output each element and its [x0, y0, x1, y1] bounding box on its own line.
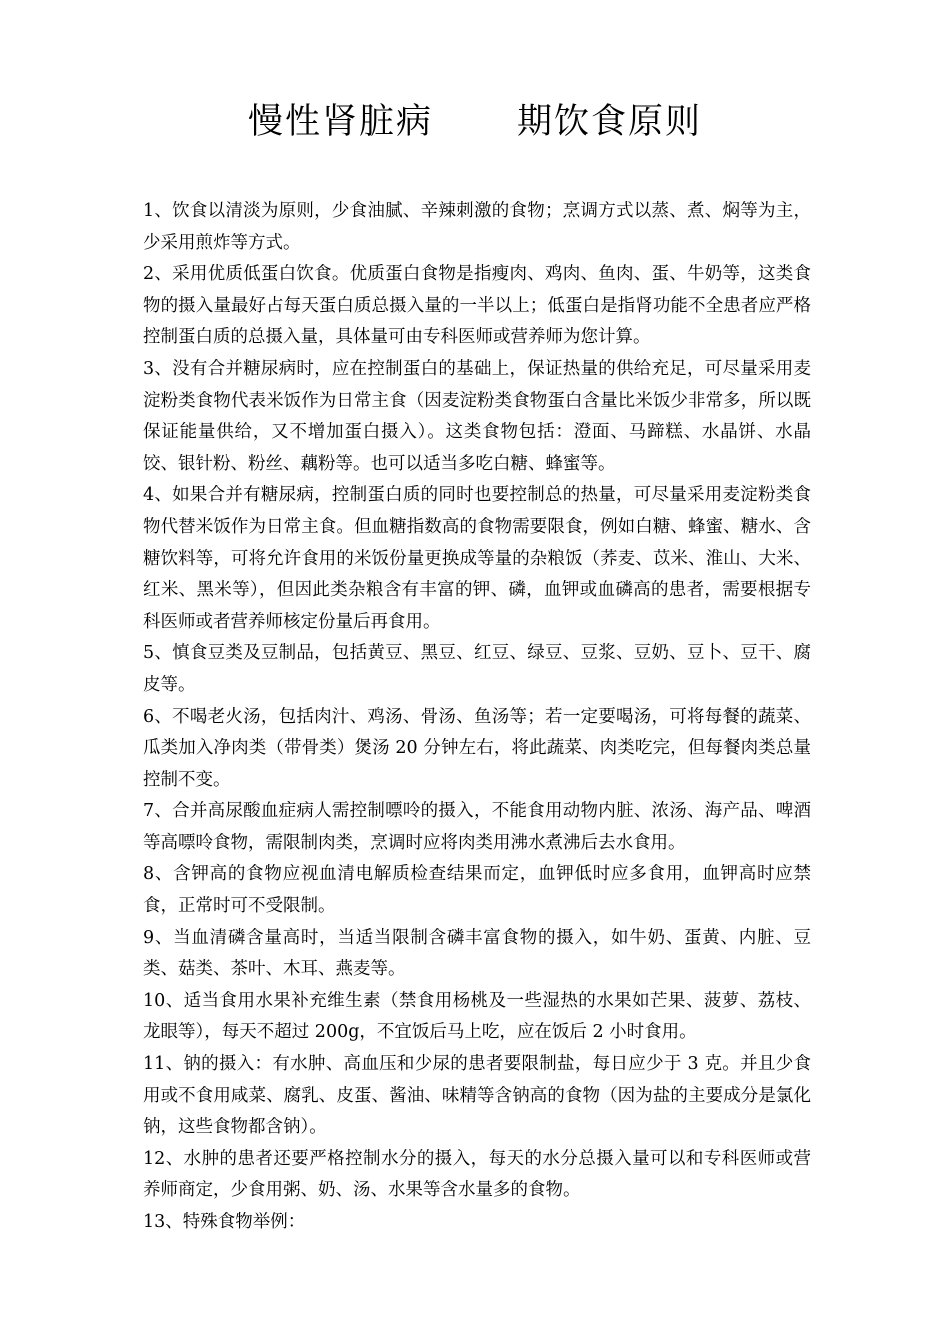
title-part-2: 期饮食原则 [517, 102, 703, 142]
paragraph-1: 1、饮食以清淡为原则，少食油腻、辛辣刺激的食物；烹调方式以蒸、煮、焖等为主，少采用煎炸等方式。 [143, 201, 811, 253]
document-title [0, 96, 950, 148]
paragraph-12: 12、水肿的患者还要严格控制水分的摄入，每天的水分总摄入量可以和专科医师或营养师商定，少食用粥、奶、汤、水果等含水量多的食物。 [143, 1148, 811, 1201]
paragraph-4: 4、如果合并有糖尿病，控制蛋白质的同时也要控制总的热量，可尽量采用麦淀粉类食物代替米饭作为日常主食。但血糖指数高的食物需要限食，例如白糖、蜂蜜、糖水、含糖饮料等，可将允许食用的米饭份量更换成等量的杂粮饭（荞麦、苡米、淮山、大米、红米、黑米等），但因此类杂粮含有丰富的钾、磷，血钾或血磷高的患者，需要根据专科医师或者营养师核定份量后再食用。 [143, 485, 811, 632]
document-body [143, 196, 811, 1239]
paragraph-2: 2、采用优质低蛋白饮食。优质蛋白食物是指瘦肉、鸡肉、鱼肉、蛋、牛奶等，这类食物的摄入量最好占每天蛋白质总摄入量的一半以上；低蛋白是指肾功能不全患者应严格控制蛋白质的总摄入量，具体量可由专科医师或营养师为您计算。 [143, 264, 811, 348]
paragraph-5: 5、慎食豆类及豆制品，包括黄豆、黑豆、红豆、绿豆、豆浆、豆奶、豆卜、豆干、腐皮等。 [143, 643, 811, 695]
paragraph-7: 7、合并高尿酸血症病人需控制嘌呤的摄入，不能食用动物内脏、浓汤、海产品、啤酒等高嘌呤食物，需限制肉类，烹调时应将肉类用沸水煮沸后去水食用。 [143, 801, 811, 853]
paragraph-13: 13、特殊食物举例： [143, 1212, 306, 1232]
paragraph-11: 11、钠的摄入：有水肿、高血压和少尿的患者要限制盐，每日应少于 3 克。并且少食用或不食用咸菜、腐乳、皮蛋、酱油、味精等含钠高的食物（因为盐的主要成分是氯化钠，这些食物都含钠）。 [143, 1054, 811, 1138]
paragraph-3: 3、没有合并糖尿病时，应在控制蛋白的基础上，保证热量的供给充足，可尽量采用麦淀粉类食物代表米饭作为日常主食（因麦淀粉类食物蛋白含量比米饭少非常多，所以既保证能量供给，又不增加蛋白摄入）。这类食物包括：澄面、马蹄糕、水晶饼、水晶饺、银针粉、粉丝、藕粉等。也可以适当多吃白糖、蜂蜜等。 [143, 358, 811, 474]
title-part-1: 慢性肾脏病 [247, 102, 433, 142]
paragraph-8: 8、含钾高的食物应视血清电解质检查结果而定，血钾低时应多食用，血钾高时应禁食，正常时可不受限制。 [143, 864, 811, 917]
paragraph-6: 6、不喝老火汤，包括肉汁、鸡汤、骨汤、鱼汤等；若一定要喝汤，可将每餐的蔬菜、瓜类加入净肉类（带骨类）煲汤 20 分钟左右，将此蔬菜、肉类吃完，但每餐肉类总量控制不变。 [143, 706, 811, 790]
paragraph-10: 10、适当食用水果补充维生素（禁食用杨桃及一些湿热的水果如芒果、菠萝、荔枝、龙眼等），每天不超过 200g，不宜饭后马上吃，应在饭后 2 小时食用。 [143, 990, 811, 1043]
paragraph-9: 9、当血清磷含量高时，当适当限制含磷丰富食物的摄入，如牛奶、蛋黄、内脏、豆类、菇类、茶叶、木耳、燕麦等。 [143, 927, 811, 980]
